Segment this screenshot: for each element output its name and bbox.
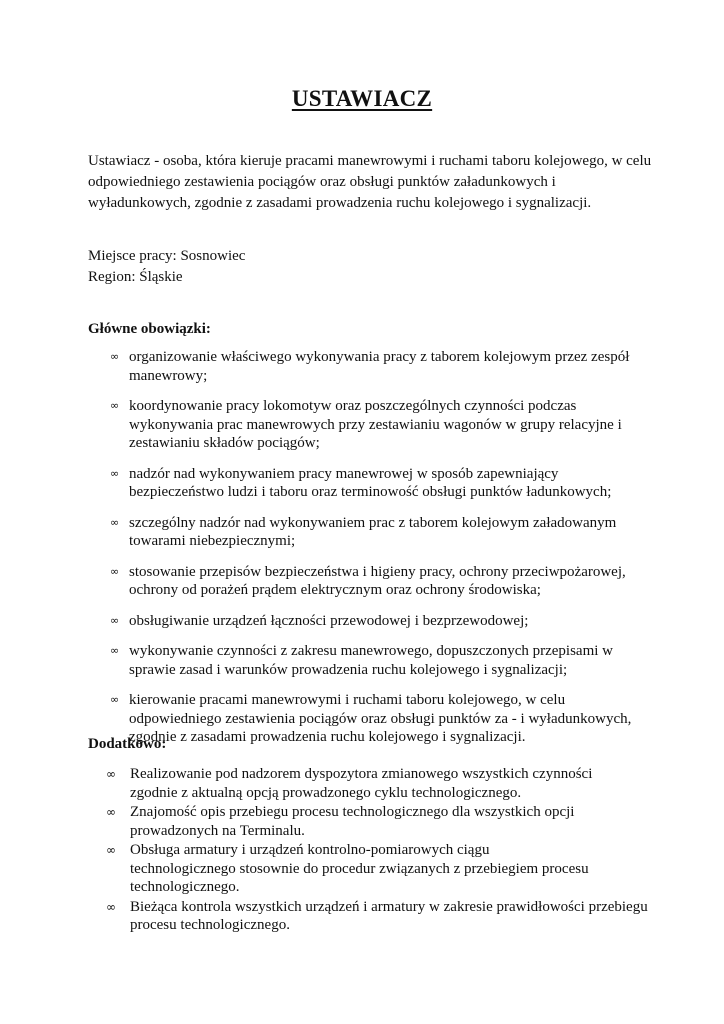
duty-item-line: zgodnie z zasadami prowadzenia ruchu kolejowego i sygnalizacji. [129,729,526,745]
duty-item [0,642,724,679]
duty-item-text [129,691,632,747]
infinity-bullet-icon: ∞ [106,843,116,857]
duty-item [0,563,724,600]
duty-item-line: bezpieczeństwo ludzi i taboru oraz terminowość obsługi punktów ładunkowych; [129,484,612,500]
intro-line: wyładunkowych, zgodnie z zasadami prowadzenia ruchu kolejowego i sygnalizacji. [88,195,592,211]
extra-item-line: procesu technologicznego. [130,917,290,933]
duty-item-text [129,642,629,679]
infinity-bullet-icon: ∞ [110,350,120,363]
infinity-bullet-icon: ∞ [110,644,120,657]
extras-list [0,765,724,936]
duty-item-line: szczególny nadzór nad wykonywaniem prac z taborem kolejowym załadowanym [129,514,617,531]
infinity-bullet-icon: ∞ [106,899,116,914]
infinity-bullet-icon: ∞ [110,613,120,627]
duty-item [0,397,724,453]
workplace-text: Miejsce pracy: Sosnowiec [88,248,246,264]
extra-item-line: Realizowanie pod nadzorem dyspozytora zmianowego wszystkich czynności [130,766,593,782]
duty-item-line: towarami niebezpiecznymi; [129,533,296,549]
infinity-bullet-icon: ∞ [110,399,120,412]
extra-item [0,765,724,802]
duty-item-line: odpowiedniego zestawienia pociągów oraz obsługi punktów za - i wyładunkowych, [129,710,632,727]
extra-item-line: prowadzonych na Terminalu. [130,822,305,839]
duty-item-line: sprawie zasad i warunków prowadzenia ruchu kolejowego i sygnalizacji; [129,661,568,678]
duty-item-text [129,612,629,631]
extra-item [0,898,724,935]
extra-item [0,841,724,897]
infinity-bullet-icon: ∞ [106,767,116,781]
duty-item-line: wykonywanie czynności z zakresu manewrowego, dopuszczonych przepisami w [129,643,613,659]
duty-item-line: koordynowanie pracy lokomotyw oraz poszczególnych czynności podczas [129,398,577,414]
extra-item [0,803,724,840]
intro-line: odpowiedniego zestawienia pociągów oraz obsługi punktów załadunkowych i [88,174,556,190]
extra-item-text [130,765,650,802]
extra-item-line: Znajomość opis przebiegu procesu technologicznego dla wszystkich opcji [130,804,575,820]
duty-item-text [129,397,629,453]
extra-item-line: zgodnie z aktualną opcją prowadzonego cyklu technologicznego. [130,784,522,801]
duty-item-text [129,563,629,600]
extra-item-line: Obsługa armatury i urządzeń kontrolno-pomiarowych ciągu [130,842,490,858]
infinity-bullet-icon: ∞ [106,805,116,819]
extra-item-line: technologicznego stosownie do procedur związanych z przebiegiem procesu [130,860,589,877]
duty-item-line: manewrowy; [129,367,208,384]
page-title: USTAWIACZ [291,86,433,111]
duty-item-line: kierowanie pracami manewrowymi i ruchami taboru kolejowego, w celu [129,692,566,708]
duty-item [0,348,724,385]
duty-item [0,465,724,502]
duty-item-line: nadzór nad wykonywaniem pracy manewrowej w sposób zapewniający [129,465,559,482]
region-text: Region: Śląskie [88,269,183,285]
infinity-bullet-icon: ∞ [110,466,120,480]
duty-item-line: wykonywania prac manewrowych przy zestawianiu wagonów w grupy relacyjne i [129,416,622,433]
job-meta [88,246,245,288]
duty-item-text [129,348,629,385]
intro-line: Ustawiacz - osoba, która kieruje pracami manewrowymi i ruchami taboru kolejowego, w celu [88,153,652,169]
extra-item-text [130,803,650,840]
duty-item-line: organizowanie właściwego wykonywania pracy z taborem kolejowym przez zespół [129,349,630,365]
infinity-bullet-icon: ∞ [110,515,120,529]
duties-list [0,348,724,759]
duty-item-line: ochrony od porażeń prądem elektrycznym oraz ochrony środowiska; [129,582,541,598]
duty-item-text [129,514,629,551]
extra-item-line: technologicznego. [130,879,240,895]
duties-heading: Główne obowiązki: [88,321,211,337]
duty-item-line: obsługiwanie urządzeń łączności przewodowej i bezprzewodowej; [129,612,529,629]
intro-paragraph [88,151,652,214]
duty-item-text [129,465,629,502]
infinity-bullet-icon: ∞ [110,693,120,706]
infinity-bullet-icon: ∞ [110,564,120,578]
duty-item-line: zestawianiu składów pociągów; [129,435,320,451]
duty-item [0,514,724,551]
extra-item-text [130,841,650,897]
extra-item-text [130,898,650,935]
duty-item [0,612,724,631]
duty-item-line: stosowanie przepisów bezpieczeństwa i higieny pracy, ochrony przeciwpożarowej, [129,563,626,580]
extras-heading: Dodatkowo: [88,736,167,752]
extra-item-line: Bieżąca kontrola wszystkich urządzeń i armatury w zakresie prawidłowości przebiegu [130,898,648,915]
